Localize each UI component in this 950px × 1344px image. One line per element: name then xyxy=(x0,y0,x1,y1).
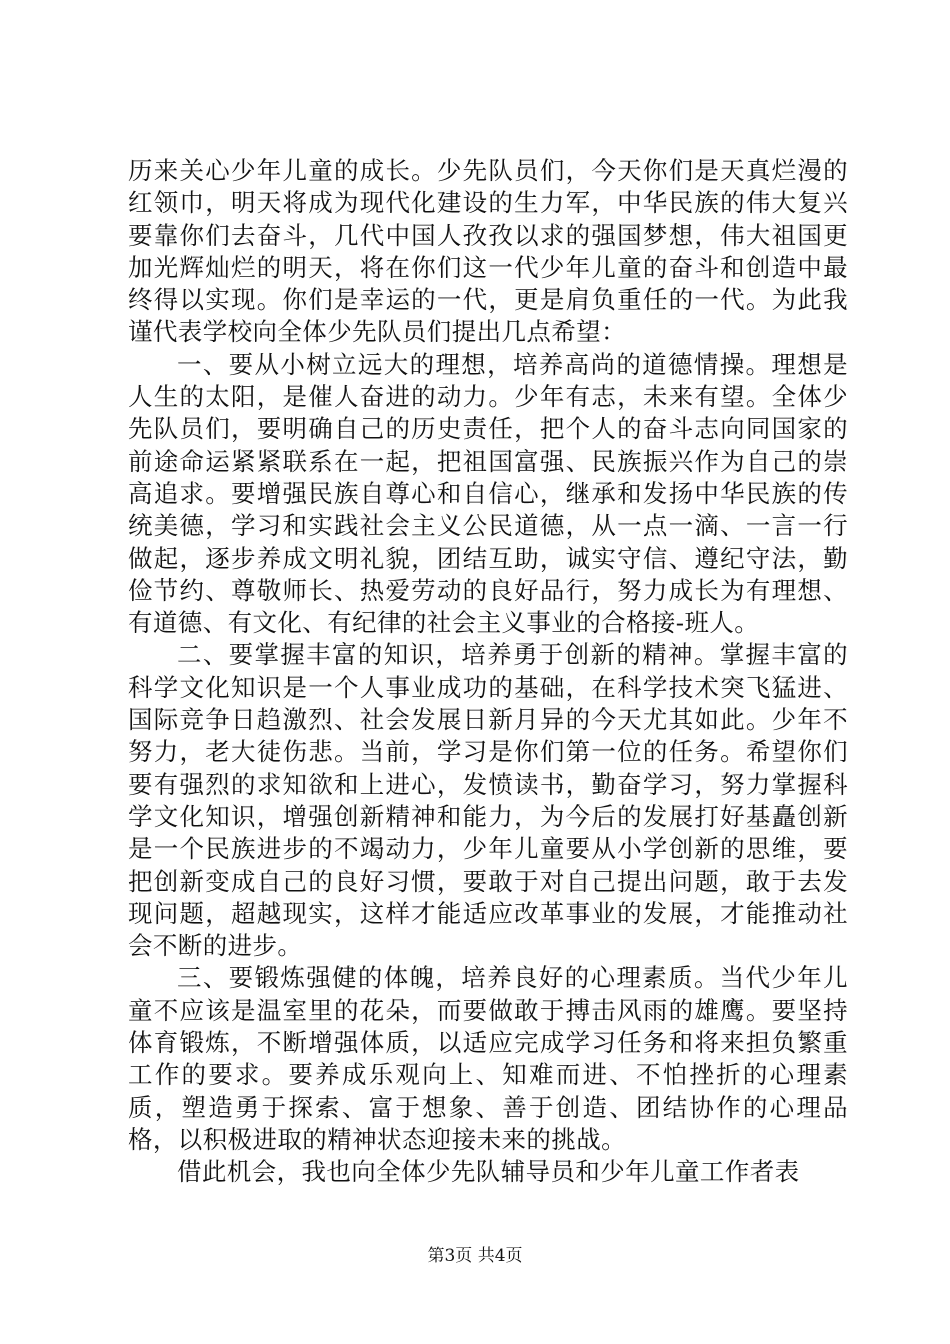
paragraph-5: 借此机会，我也向全体少先队辅导员和少年儿童工作者表 xyxy=(177,1157,800,1187)
paragraph-4: 三、要锻炼强健的体魄，培养良好的心理素质。当代少年儿童不应该是温室里的花朵，而要做敢于搏击风雨的雄鹰。要坚持体育锻炼，不断增强体质，以适应完成学习任务和将来担负繁重工作的要求。要养成乐观向上、知难而进、不怕挫折的心理素质，塑造勇于探索、富于想象、善于创造、团结协作的心理品格，以积极进取的精神状态迎接未来的挑战。 xyxy=(128,963,848,1154)
paragraph-1: 历来关心少年儿童的成长。少先队员们，今天你们是天真烂漫的红领巾，明天将成为现代化建设的生力军，中华民族的伟大复兴要靠你们去奋斗，几代中国人孜孜以求的强国梦想，伟大祖国更加光辉灿烂的明天，将在你们这一代少年儿童的奋斗和创造中最终得以实现。你们是幸运的一代，更是肩负重任的一代。为此我谨代表学校向全体少先队员们提出几点希望： xyxy=(128,156,848,347)
paragraph-2: 一、要从小树立远大的理想，培养高尚的道德情操。理想是人生的太阳，是催人奋进的动力。少年有志，未来有望。全体少先队员们，要明确自己的历史责任，把个人的奋斗志向同国家的前途命运紧紧联系在一起，把祖国富强、民族振兴作为自己的崇高追求。要增强民族自尊心和自信心，继承和发扬中华民族的传统美德，学习和实践社会主义公民道德，从一点一滴、一言一行做起，逐步养成文明礼貌，团结互助，诚实守信、遵纪守法，勤俭节约、尊敬师长、热爱劳动的良好品行，努力成长为有理想、有道德、有文化、有纪律的社会主义事业的合格接-班人。 xyxy=(128,349,848,638)
document-body xyxy=(128,155,848,1189)
paragraph-3: 二、要掌握丰富的知识，培养勇于创新的精神。掌握丰富的科学文化知识是一个人事业成功的基础，在科学技术突飞猛进、国际竞争日趋激烈、社会发展日新月异的今天尤其如此。少年不努力，老大徒伤悲。当前，学习是你们第一位的任务。希望你们要有强烈的求知欲和上进心，发愤读书，勤奋学习，努力掌握科学文化知识，增强创新精神和能力，为今后的发展打好基矗创新是一个民族进步的不竭动力，少年儿童要从小学创新的思维，要把创新变成自己的良好习惯，要敢于对自己提出问题，敢于去发现问题，超越现实，这样才能适应改革事业的发展，才能推动社会不断的进步。 xyxy=(128,640,848,961)
page-number-footer: 第3页 共4页 xyxy=(427,1246,523,1266)
